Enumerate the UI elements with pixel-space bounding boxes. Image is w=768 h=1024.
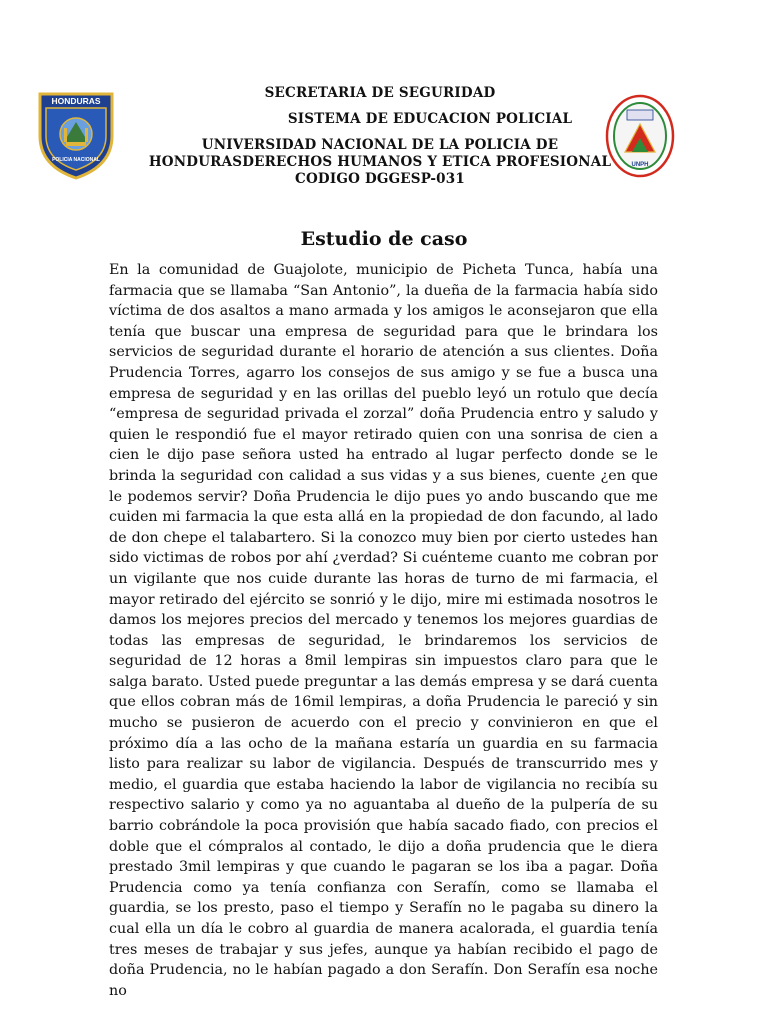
header-line-codigo: CODIGO DGGESP-031 — [295, 171, 465, 187]
logo-left-top-text: HONDURAS — [51, 96, 101, 106]
header-line-derechos-humanos: HONDURASDERECHOS HUMANOS Y ETICA PROFESIONAL — [148, 154, 612, 170]
document-header — [0, 80, 768, 200]
header-text-block — [120, 80, 640, 188]
case-study-paragraph: En la comunidad de Guajolote, municipio de Picheta Tunca, había una farmacia que se llamaba “San Antonio”, la dueña de la farmacia había sido víctima de dos asaltos a mano armada y los amigos le aconsejaron que ella tenía que buscar una empresa de seguridad para que le brindara los servicios de seguridad durante el horario de atención a sus clientes. Doña Prudencia Torres, agarro los consejos de sus amigo y se fue a busca una empresa de seguridad y en las orillas del pueblo leyó un rotulo que decía “empresa de seguridad privada el zorzal” doña Prudencia entro y saludo y quien le respondió fue el mayor retirado quien con una sonrisa de cien a cien le dijo pase señora usted ha entrado al lugar perfecto donde se le brinda la seguridad con calidad a sus vidas y a sus bienes, cuente ¿en que le podemos servir? Doña Prudencia le dijo pues yo ando buscando que me cuiden mi farmacia la que esta allá en la propiedad de don facundo, al lado de don chepe el talabartero. Si la conozco muy bien por cierto ustedes han sido victimas de robos por ahí ¿verdad? Si cuénteme cuanto me cobran por un vigilante que nos cuide durante las horas de turno de mi farmacia, el mayor retirado del ejército se sonrió y le dijo, mire mi estimada nosotros le damos los mejores precios del mercado y tenemos los mejores guardias de todas las empresas de seguridad, le brindaremos los servicios de seguridad de 12 horas a 8mil lempiras sin impuestos claro para que le salga barato. Usted puede preguntar a las demás empresa y se dará cuenta que ellos cobran más de 16mil lempiras, a doña Prudencia le pareció y sin mucho se pusieron de acuerdo con el precio y convinieron en que el próximo día a las ocho de la mañana estaría un guardia en su farmacia listo para realizar su labor de vigilancia. Después de transcurrido mes y medio, el guardia que estaba haciendo la labor de vigilancia no recibía su respectivo salario y como ya no aguantaba al dueño de la pulpería de su barrio cobrándole la poca provisión que había sacado fiado, con precios el doble que el cómpralos al contado, le dijo a doña prudencia que le diera prestado 3mil lempiras y que cuando le pagaran se los iba a pagar. Doña Prudencia como ya tenía confianza con Serafín, como se llamaba el guardia, se los presto, paso el tiempo y Serafín no le pagaba su dinero la cual ella un día le cobro al guardia de manera acalorada, el guardia tenía tres meses de trabajar y sus jefes, aunque ya habían recibido el pago de doña Prudencia, no le habían pagado a don Serafín. Don Serafín esa noche no — [109, 262, 658, 999]
header-line-universidad: UNIVERSIDAD NACIONAL DE LA POLICIA DE — [201, 137, 559, 153]
header-line-sistema: SISTEMA DE EDUCACION POLICIAL — [287, 111, 573, 127]
unph-seal-logo — [605, 94, 675, 178]
document-title: Estudio de caso — [300, 228, 468, 250]
logo-left-bottom-text: POLICIA NACIONAL — [52, 157, 100, 163]
header-line-secretaria: SECRETARIA DE SEGURIDAD — [264, 85, 496, 101]
policia-nacional-shield-logo — [36, 88, 116, 180]
logo-right-text: UNPH — [631, 162, 649, 168]
